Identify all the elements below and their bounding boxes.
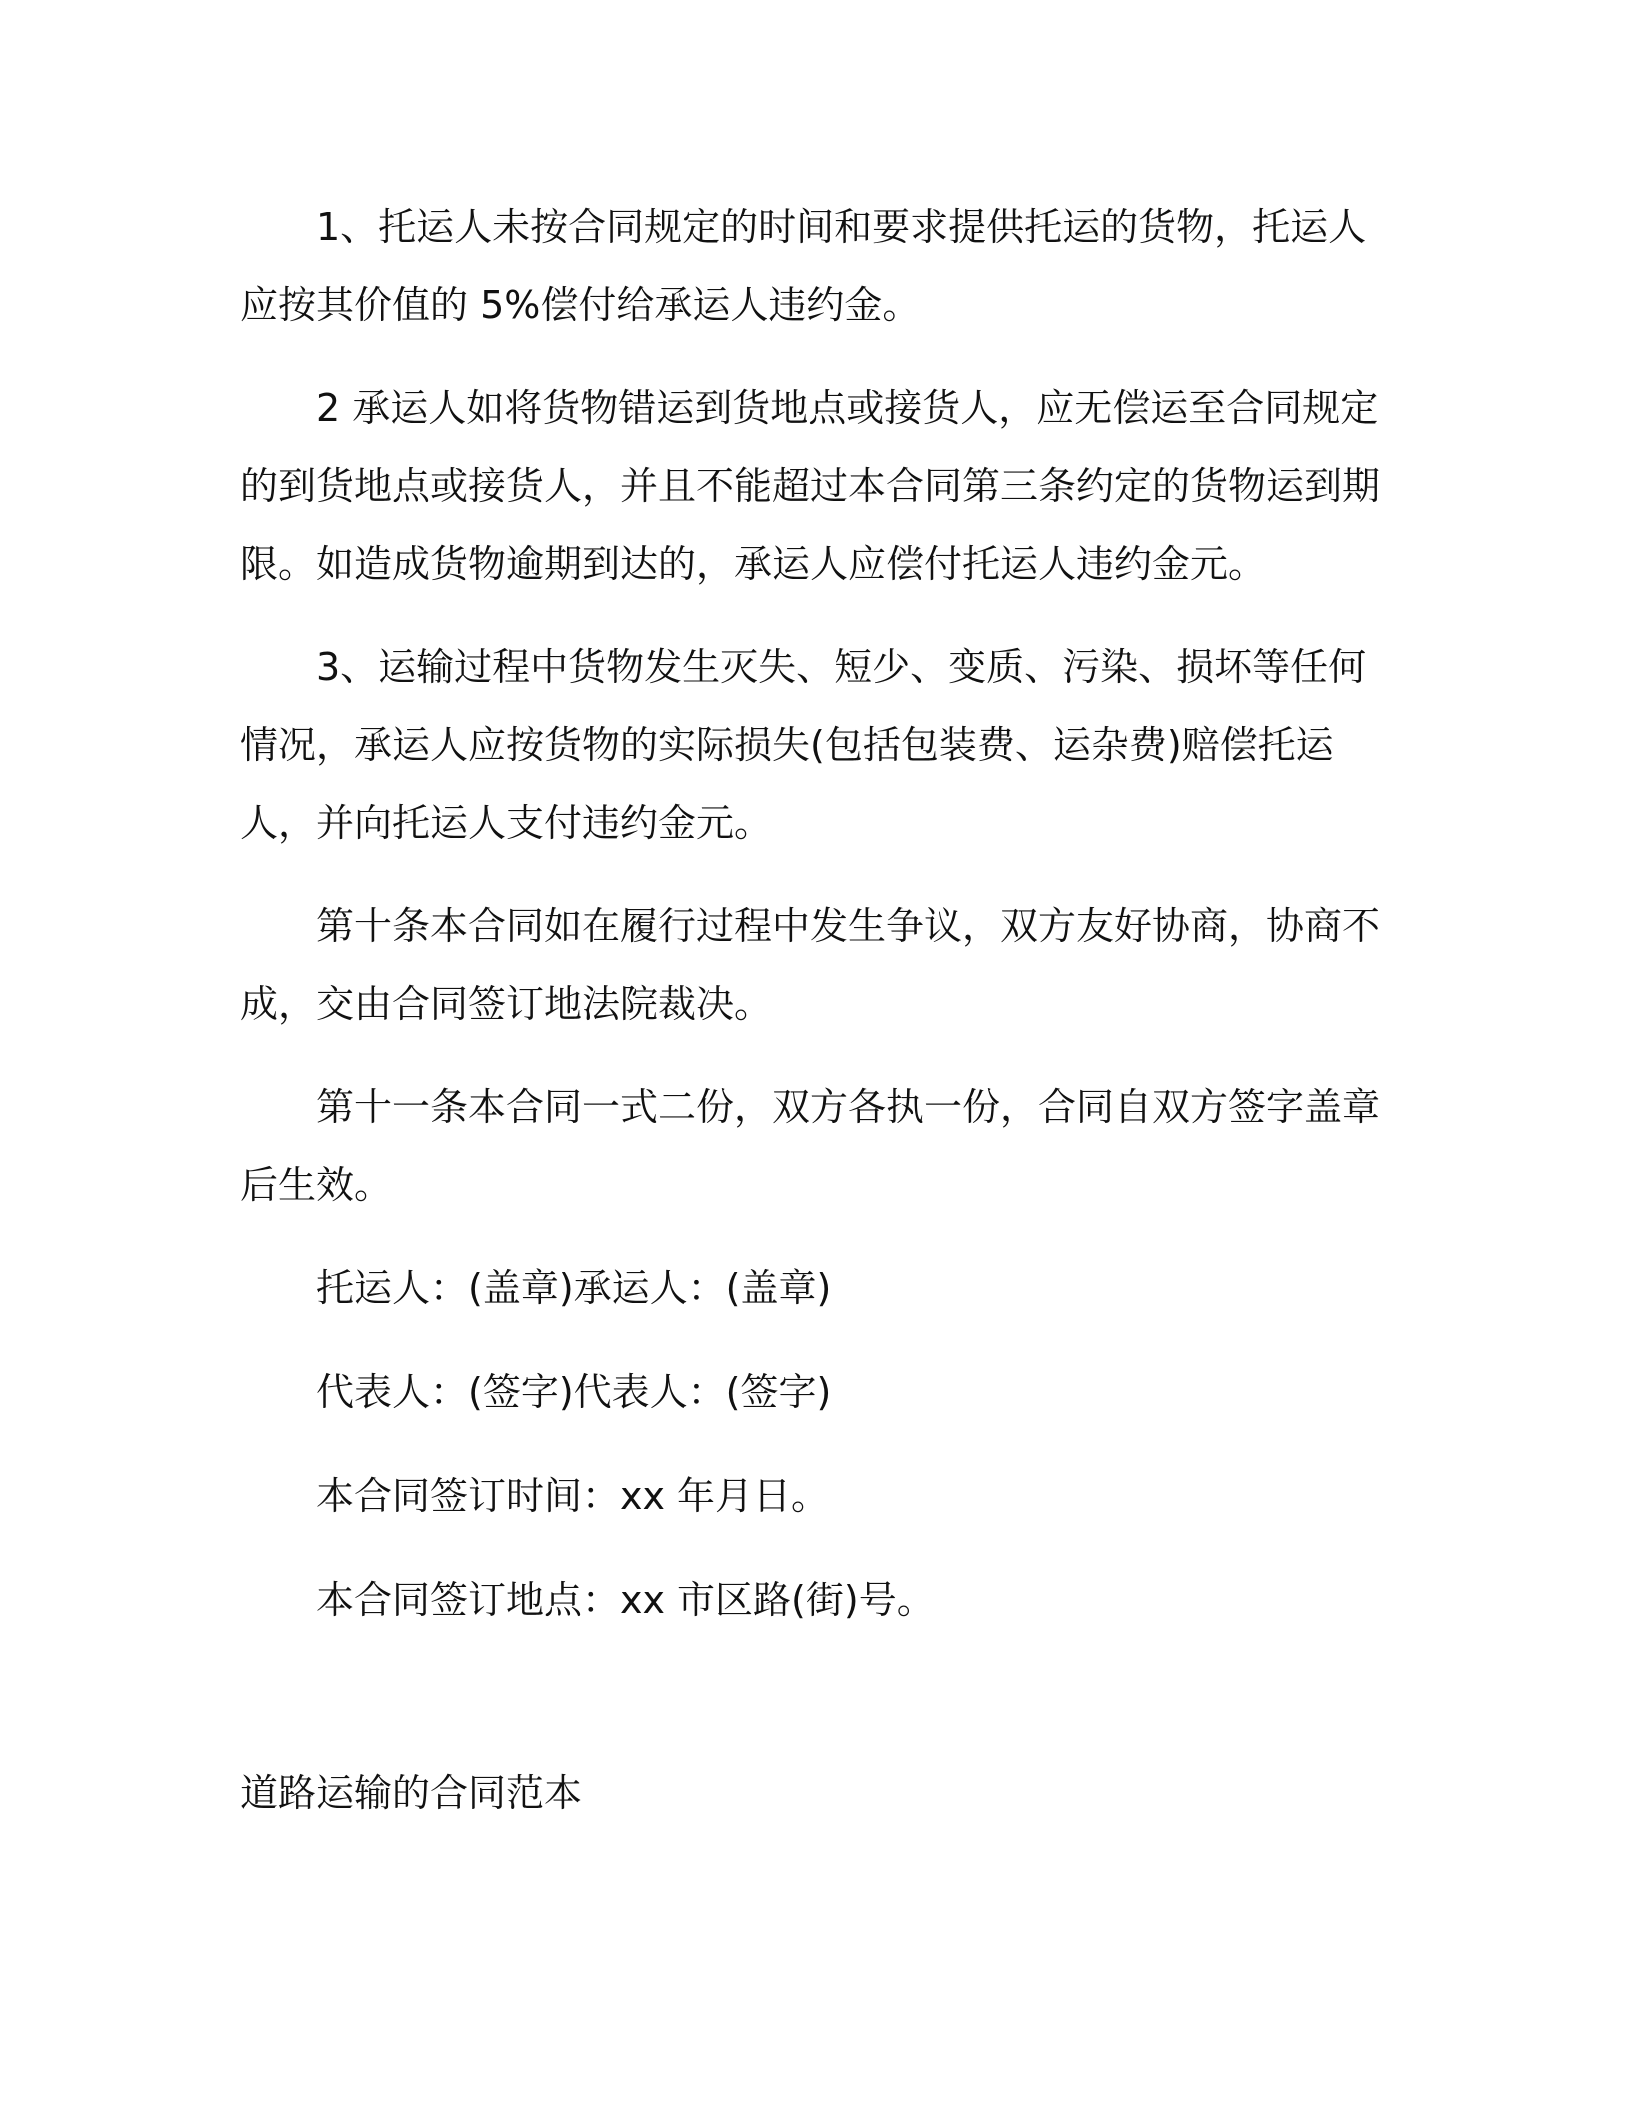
signing-date-line: 本合同签订时间：xx 年月日。 [316, 1474, 830, 1518]
next-document-title: 道路运输的合同范本 [240, 1771, 583, 1815]
clause-article-10-dispute: 第十条本合同如在履行过程中发生争议，双方友好协商，协商不成，交由合同签订地法院裁决。 [240, 904, 1381, 1026]
signature-representative-line: 代表人：(签字)代表人：(签字) [316, 1370, 832, 1414]
clause-misdelivery: 2 承运人如将货物错运到货地点或接货人，应无偿运至合同规定的到货地点或接货人，并且不能超过本合同第三条约定的货物运到期限。如造成货物逾期到达的，承运人应偿付托运人违约金元。 [240, 386, 1381, 586]
signing-place-line: 本合同签订地点：xx 市区路(街)号。 [316, 1578, 935, 1622]
clause-shipper-breach: 1、托运人未按合同规定的时间和要求提供托运的货物，托运人应按其价值的 5%偿付给承运人违约金。 [240, 205, 1367, 327]
contract-body [240, 188, 1400, 1665]
signature-seal-line: 托运人：(盖章)承运人：(盖章) [316, 1266, 832, 1310]
clause-article-11-copies: 第十一条本合同一式二份，双方各执一份，合同自双方签字盖章后生效。 [240, 1085, 1381, 1207]
clause-cargo-loss: 3、运输过程中货物发生灭失、短少、变质、污染、损坏等任何情况，承运人应按货物的实际损失(包括包装费、运杂费)赔偿托运人，并向托运人支付违约金元。 [240, 645, 1367, 845]
